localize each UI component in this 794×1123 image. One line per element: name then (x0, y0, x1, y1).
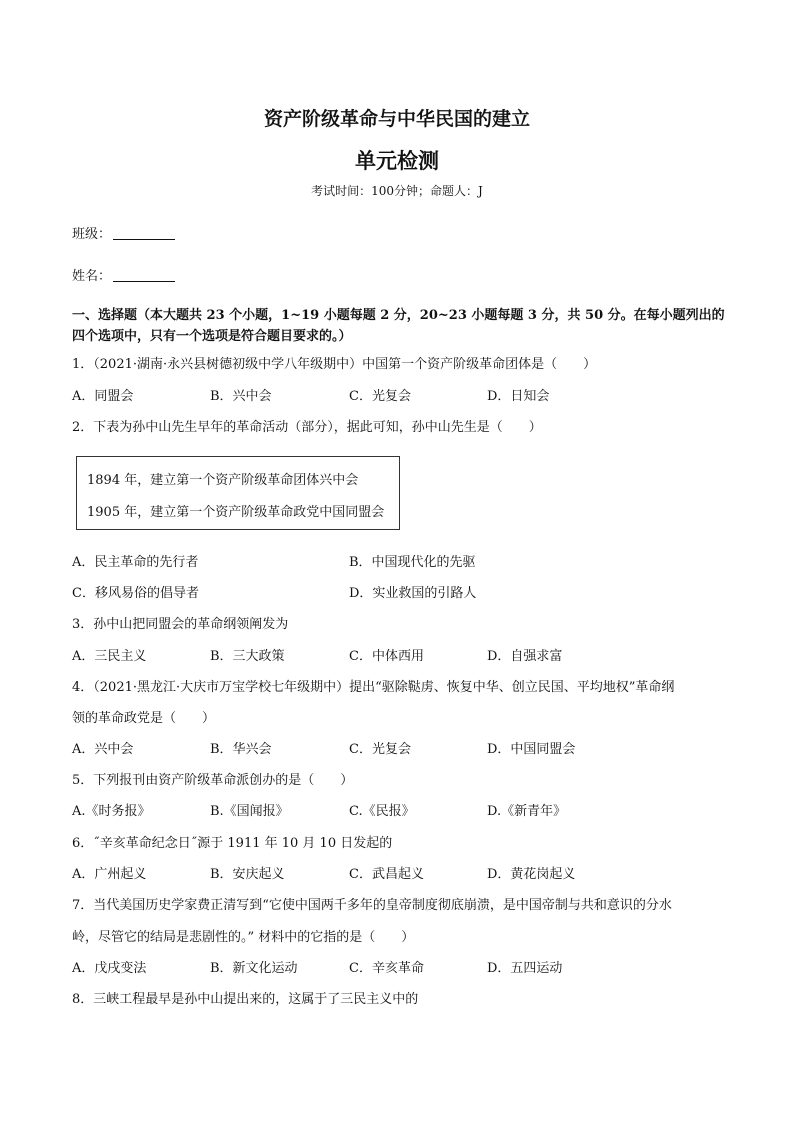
question-4-stem-line1: 4．（2021·黑龙江·大庆市万宝学校七年级期中）提出“驱除鞑虏、恢复中华、创立民国、平均地权”革命纲 (72, 680, 675, 695)
question-5-stem: 5．下列报刊由资产阶级革命派创办的是（ ） (72, 773, 354, 788)
question-6-stem: 6．˝辛亥革命纪念日˝源于 1911 年 10 月 10 日发起的 (72, 836, 393, 851)
question-1-option-d: D．日知会 (487, 389, 550, 404)
question-2-option-a: A．民主革命的先行者 (72, 555, 199, 570)
question-6-option-c: C．武昌起义 (349, 867, 424, 882)
document-subtitle: 单元检测 (355, 148, 439, 173)
question-5-option-c: C.《民报》 (349, 804, 415, 819)
question-6-option-b: B．安庆起义 (210, 867, 285, 882)
question-3-option-c: C．中体西用 (349, 649, 424, 664)
question-2-table-row: 1905 年，建立第一个资产阶级革命政党中国同盟会 (87, 505, 385, 520)
question-4-option-b: B．华兴会 (210, 742, 272, 757)
question-3-option-b: B．三大政策 (210, 649, 285, 664)
question-7-option-b: B．新文化运动 (210, 961, 298, 976)
question-5-option-b: B.《国闻报》 (210, 804, 289, 819)
question-2-option-b: B．中国现代化的先驱 (349, 555, 476, 570)
question-7-stem-line2: 岭，尽管它的结局是悲剧性的。” 材料中的它指的是（ ） (72, 930, 415, 945)
question-4-stem-line2: 领的革命政党是（ ） (72, 711, 216, 726)
question-2-table (76, 456, 400, 530)
question-5-option-a: A.《时务报》 (72, 804, 151, 819)
section-heading-line2: 四个选项中，只有一个选项是符合题目要求的。） (72, 329, 352, 344)
question-2-option-c: C．移风易俗的倡导者 (72, 586, 199, 601)
question-4-option-d: D．中国同盟会 (487, 742, 576, 757)
question-7-option-c: C．辛亥革命 (349, 961, 424, 976)
question-3-option-d: D．自强求富 (487, 649, 563, 664)
class-field (72, 223, 175, 242)
class-blank[interactable] (113, 226, 175, 240)
section-heading-line1: 一、选择题（本大题共 23 个小题，1~19 小题每题 2 分，20~23 小题每题 3 分，共 50 分。在每小题列出的 (72, 308, 725, 323)
question-2-table-row: 1894 年，建立第一个资产阶级革命团体兴中会 (87, 473, 359, 488)
name-field (72, 265, 175, 284)
question-3-stem: 3．孙中山把同盟会的革命纲领阐发为 (72, 617, 289, 632)
question-1-option-a: A．同盟会 (72, 389, 134, 404)
question-1-stem: 1．（2021·湖南·永兴县树德初级中学八年级期中）中国第一个资产阶级革命团体是（ ） (72, 357, 597, 372)
question-6-option-d: D．黄花岗起义 (487, 867, 576, 882)
question-7-stem-line1: 7．当代美国历史学家费正清写到“它使中国两千多年的皇帝制度彻底崩溃，是中国帝制与共和意识的分水 (72, 898, 672, 913)
question-2-stem: 2．下表为孙中山先生早年的革命活动（部分），据此可知，孙中山先生是（ ） (72, 420, 542, 435)
document-title: 资产阶级革命与中华民国的建立 (263, 108, 530, 130)
question-8-stem: 8．三峡工程最早是孙中山提出来的，这属于了三民主义中的 (72, 992, 419, 1007)
name-blank[interactable] (113, 268, 175, 282)
question-7-option-d: D．五四运动 (487, 961, 563, 976)
question-6-option-a: A．广州起义 (72, 867, 147, 882)
class-label: 班级： (72, 227, 112, 242)
question-3-option-a: A．三民主义 (72, 649, 147, 664)
question-4-option-a: A．兴中会 (72, 742, 134, 757)
question-1-option-c: C．光复会 (349, 389, 411, 404)
exam-meta: 考试时间：100分钟；命题人：J (311, 184, 483, 198)
name-label: 姓名： (72, 269, 112, 284)
question-2-option-d: D．实业救国的引路人 (349, 586, 477, 601)
question-5-option-d: D.《新青年》 (487, 804, 567, 819)
question-4-option-c: C．光复会 (349, 742, 411, 757)
question-1-option-b: B．兴中会 (210, 389, 272, 404)
question-7-option-a: A．戊戌变法 (72, 961, 147, 976)
